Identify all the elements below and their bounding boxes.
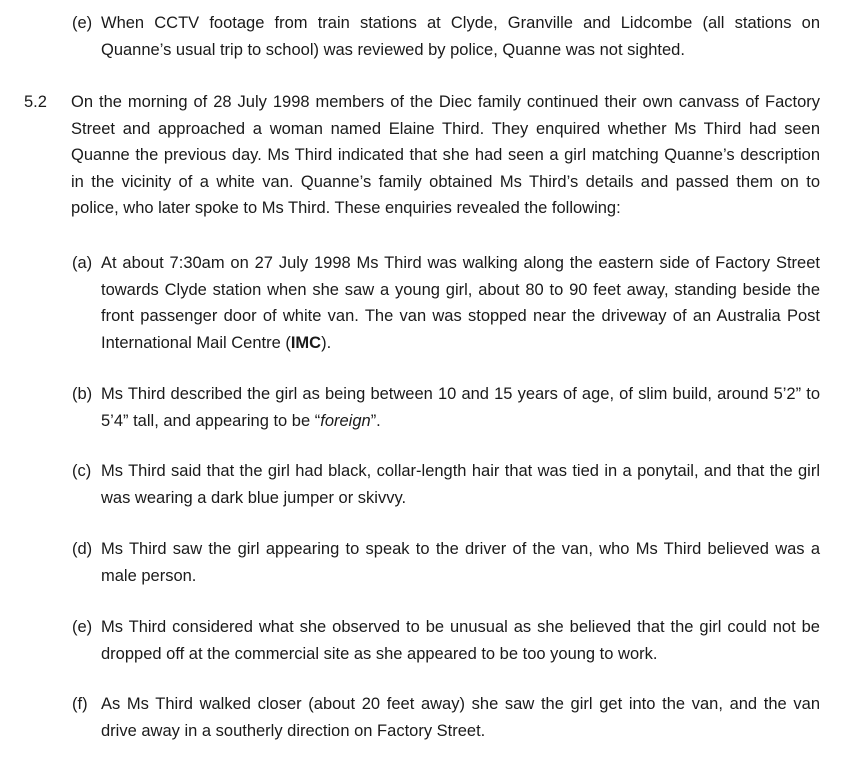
item-label: (b) — [72, 385, 93, 403]
paragraph-text — [71, 89, 820, 222]
text-run: ”. — [370, 411, 381, 430]
item-label: (a) — [72, 254, 93, 272]
paragraph-5-2 — [24, 89, 820, 222]
text-run: As Ms Third walked closer (about 20 feet away) she saw the girl get into the van, and the van drive away in a southerly direction on Factory Street. — [101, 695, 820, 740]
subparagraph-f — [72, 691, 820, 744]
item-label: (c) — [72, 462, 92, 480]
subparagraph-a — [72, 250, 820, 356]
text-run: ). — [321, 333, 332, 352]
item-label: (e) — [72, 618, 93, 636]
paragraph-number: 5.2 — [24, 93, 47, 111]
subparagraph-e — [72, 614, 820, 667]
subparagraph-d — [72, 536, 820, 589]
italic-term: foreign — [320, 411, 371, 430]
item-label: (e) — [72, 14, 93, 32]
text-run: Ms Third said that the girl had black, collar-length hair that was tied in a ponytail, and that the girl was wearing a dark blue jumper or skivvy. — [101, 462, 820, 507]
subparagraph-b — [72, 381, 820, 434]
item-text — [101, 250, 820, 356]
item-text — [101, 536, 820, 589]
text-run: When CCTV footage from train stations at Clyde, Granville and Lidcombe (all stations on Quanne’s usual trip to school) was reviewed by police, Quanne was not sighted. — [101, 14, 820, 59]
text-run: Ms Third described the girl as being between 10 and 15 years of age, of slim build, around 5’2” to 5’4” tall, and appearing to be “ — [101, 385, 820, 430]
item-label: (f) — [72, 695, 88, 713]
item-text — [101, 458, 820, 511]
text-run: At about 7:30am on 27 July 1998 Ms Third was walking along the eastern side of Factory Street towards Clyde station when she saw a young girl, about 80 to 90 feet away, standing beside the front passenger door of white van. The van was stopped near the driveway of an Australia Post International Mail Centre ( — [101, 254, 820, 352]
item-text — [101, 381, 820, 434]
subparagraph-c — [72, 458, 820, 511]
item-label: (d) — [72, 540, 93, 558]
subparagraph-e-first — [72, 10, 820, 63]
text-run: Ms Third saw the girl appearing to speak to the driver of the van, who Ms Third believed was a male person. — [101, 540, 820, 585]
item-text — [101, 614, 820, 667]
text-run: On the morning of 28 July 1998 members of the Diec family continued their own canvass of Factory Street and approached a woman named Elaine Third. They enquired whether Ms Third had seen Quanne the previous day. Ms Third indicated that she had seen a girl matching Quanne’s description in the vicinity of a white van. Quanne’s family obtained Ms Third’s details and passed them on to police, who later spoke to Ms Third. These enquiries revealed the following: — [71, 93, 820, 218]
bold-term: IMC — [290, 333, 322, 352]
item-text — [101, 10, 820, 63]
item-text — [101, 691, 820, 744]
text-run: Ms Third considered what she observed to be unusual as she believed that the girl could not be dropped off at the commercial site as she appeared to be too young to work. — [101, 618, 820, 663]
